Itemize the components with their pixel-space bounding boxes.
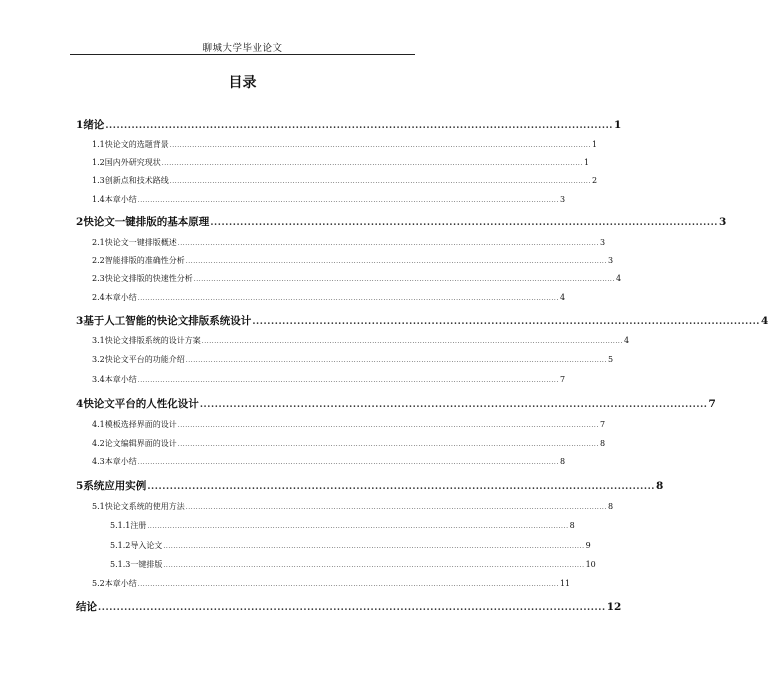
toc-title: 创新点和技术路线 <box>104 176 169 185</box>
toc-entry-3-2[interactable] <box>92 354 614 365</box>
toc-leader: ........................................................................................................................................................................ <box>137 581 559 588</box>
toc-number: 4.3 <box>92 457 105 466</box>
toc-page-number: 1 <box>591 140 598 149</box>
toc-entry-chapter-1[interactable] <box>76 117 622 132</box>
toc-title: 结论 <box>76 601 97 613</box>
toc-page-number: 5 <box>607 355 614 364</box>
toc-leader: ........................................................................................................................................ <box>210 218 719 228</box>
toc-number: 5.1.2 <box>110 541 131 550</box>
toc-title: 智能排版的准确性分析 <box>104 256 185 265</box>
toc-title: 系统应用实例 <box>83 480 147 492</box>
toc-entry-chapter-3[interactable] <box>76 313 768 328</box>
toc-leader: ........................................................................................................................................................................ <box>169 142 591 149</box>
toc-number: 1.2 <box>92 158 105 167</box>
toc-title: 本章小结 <box>104 579 137 588</box>
toc-page-number: 4 <box>615 274 622 283</box>
toc-title: 快论文的选题背景 <box>104 140 169 149</box>
toc-entry-1-4[interactable] <box>92 194 566 205</box>
toc-leader: ........................................................................................................................................................................ <box>137 459 559 466</box>
toc-entry-2-2[interactable] <box>92 255 614 266</box>
toc-page-number: 1 <box>614 119 622 131</box>
toc-entry-conclusion[interactable] <box>76 599 622 614</box>
toc-number: 2.2 <box>92 256 105 265</box>
toc-number: 3.2 <box>92 355 105 364</box>
toc-leader: ........................................................................................................................................................................ <box>177 240 599 247</box>
toc-page-number: 7 <box>708 398 716 410</box>
header-rule <box>70 54 415 55</box>
toc-leader: ........................................................................................................................................................................ <box>185 357 607 364</box>
toc-title: 快论文平台的功能介绍 <box>104 355 185 364</box>
toc-entry-5-1-3[interactable] <box>110 559 596 570</box>
toc-title: 本章小结 <box>104 457 137 466</box>
toc-title: 快论文排版系统的设计方案 <box>104 336 201 345</box>
toc-entry-1-1[interactable] <box>92 139 598 150</box>
toc-page-number: 10 <box>585 560 596 569</box>
toc-page-number: 7 <box>599 420 606 429</box>
toc-page-number: 3 <box>599 238 606 247</box>
toc-number: 5 <box>76 480 84 492</box>
toc-entry-2-1[interactable] <box>92 237 606 248</box>
toc-title: 快论文平台的人性化设计 <box>83 398 199 410</box>
toc-entry-3-1[interactable] <box>92 335 630 346</box>
toc-entry-2-4[interactable] <box>92 292 566 303</box>
toc-number: 1.4 <box>92 195 105 204</box>
toc-page-number: 3 <box>607 256 614 265</box>
toc-leader: ........................................................................................................................................................................ <box>177 441 599 448</box>
toc-title: 快论文一键排版概述 <box>104 238 177 247</box>
toc-entry-4-2[interactable] <box>92 438 606 449</box>
toc-number: 2.3 <box>92 274 105 283</box>
toc-title: 模板选择界面的设计 <box>104 420 177 429</box>
toc-title: 一键排版 <box>130 560 163 569</box>
toc-number: 1.1 <box>92 140 105 149</box>
toc-number: 3.4 <box>92 375 105 384</box>
toc-number: 3 <box>76 315 84 327</box>
toc-page-number: 8 <box>656 480 664 492</box>
toc-number: 4 <box>76 398 84 410</box>
page-title: 目录 <box>228 75 257 91</box>
toc-title: 导入论文 <box>130 541 163 550</box>
toc-number: 1 <box>76 119 84 131</box>
toc-number: 5.2 <box>92 579 105 588</box>
toc-leader: ........................................................................................................................................ <box>199 400 708 410</box>
toc-page-number: 3 <box>719 216 727 228</box>
toc-title: 快论文系统的使用方法 <box>104 502 185 511</box>
toc-page-number: 7 <box>559 375 566 384</box>
toc-leader: ........................................................................................................................................................................ <box>185 504 607 511</box>
toc-title: 论文编辑界面的设计 <box>104 439 177 448</box>
toc-title: 基于人工智能的快论文排版系统设计 <box>83 315 252 327</box>
toc-page-number: 3 <box>559 195 566 204</box>
toc-number: 5.1 <box>92 502 105 511</box>
toc-number: 4.1 <box>92 420 105 429</box>
toc-title: 绪论 <box>83 119 105 131</box>
toc-page-number: 8 <box>607 502 614 511</box>
toc-page-number: 4 <box>761 315 768 327</box>
toc-page-number: 8 <box>569 521 575 530</box>
toc-entry-5-1[interactable] <box>92 501 614 512</box>
toc-entry-chapter-2[interactable] <box>76 214 727 229</box>
toc-leader: ........................................................................................................................................................................ <box>185 258 607 265</box>
toc-title: 本章小结 <box>104 195 137 204</box>
toc-page-number: 11 <box>559 579 571 588</box>
toc-number: 3.1 <box>92 336 105 345</box>
toc-leader: ........................................................................................................................................................................ <box>161 160 583 167</box>
toc-title: 国内外研究现状 <box>104 158 161 167</box>
toc-entry-4-1[interactable] <box>92 419 606 430</box>
toc-entry-5-2[interactable] <box>92 578 571 589</box>
toc-title: 本章小结 <box>104 375 137 384</box>
toc-leader: ........................................................................................................................................ <box>252 317 761 327</box>
toc-title: 快论文一键排版的基本原理 <box>83 216 210 228</box>
toc-leader: ........................................................................................................................................................................ <box>137 377 559 384</box>
toc-leader: ........................................................................................................................................................................ <box>169 178 591 185</box>
toc-leader: ........................................................................................................................................................................ <box>137 295 559 302</box>
running-header: 聊城大学毕业论文 <box>202 43 283 54</box>
toc-entry-1-3[interactable] <box>92 175 598 186</box>
toc-number: 5.1.1 <box>110 521 131 530</box>
toc-page-number: 4 <box>623 336 630 345</box>
toc-leader: ........................................................................................................................................................................ <box>137 197 559 204</box>
toc-entry-chapter-4[interactable] <box>76 396 716 411</box>
toc-page-number: 1 <box>583 158 590 167</box>
toc-title: 本章小结 <box>104 293 137 302</box>
toc-number: 5.1.3 <box>110 560 131 569</box>
toc-entry-5-1-1[interactable] <box>110 520 575 531</box>
toc-leader: ........................................................................................................................................................................ <box>163 543 585 550</box>
toc-leader: ........................................................................................................................................................................ <box>163 562 585 569</box>
toc-entry-3-4[interactable] <box>92 374 566 385</box>
toc-leader: ........................................................................................................................................ <box>105 121 614 131</box>
toc-number: 4.2 <box>92 439 105 448</box>
toc-page-number: 8 <box>599 439 606 448</box>
toc-page-number: 9 <box>585 541 591 550</box>
toc-number: 1.3 <box>92 176 105 185</box>
toc-leader: ........................................................................................................................................................................ <box>193 276 615 283</box>
toc-leader: ........................................................................................................................................................................ <box>147 523 569 530</box>
toc-page-number: 8 <box>559 457 566 466</box>
toc-entry-1-2[interactable] <box>92 157 590 168</box>
toc-leader: ........................................................................................................................................................................ <box>201 338 623 345</box>
toc-entry-2-3[interactable] <box>92 273 622 284</box>
toc-number: 2.1 <box>92 238 105 247</box>
toc-page-number: 4 <box>559 293 566 302</box>
toc-leader: ........................................................................................................................................................................ <box>177 422 599 429</box>
toc-entry-5-1-2[interactable] <box>110 540 591 551</box>
toc-entry-chapter-5[interactable] <box>76 478 664 493</box>
toc-entry-4-3[interactable] <box>92 456 566 467</box>
toc-leader: ........................................................................................................................................ <box>147 482 656 492</box>
toc-page-number: 2 <box>591 176 598 185</box>
toc-leader: ........................................................................................................................................ <box>98 603 606 613</box>
toc-page-number: 12 <box>606 601 622 613</box>
toc-title: 注册 <box>130 521 147 530</box>
toc-number: 2 <box>76 216 84 228</box>
toc-number: 2.4 <box>92 293 105 302</box>
toc-title: 快论文排版的快速性分析 <box>104 274 193 283</box>
